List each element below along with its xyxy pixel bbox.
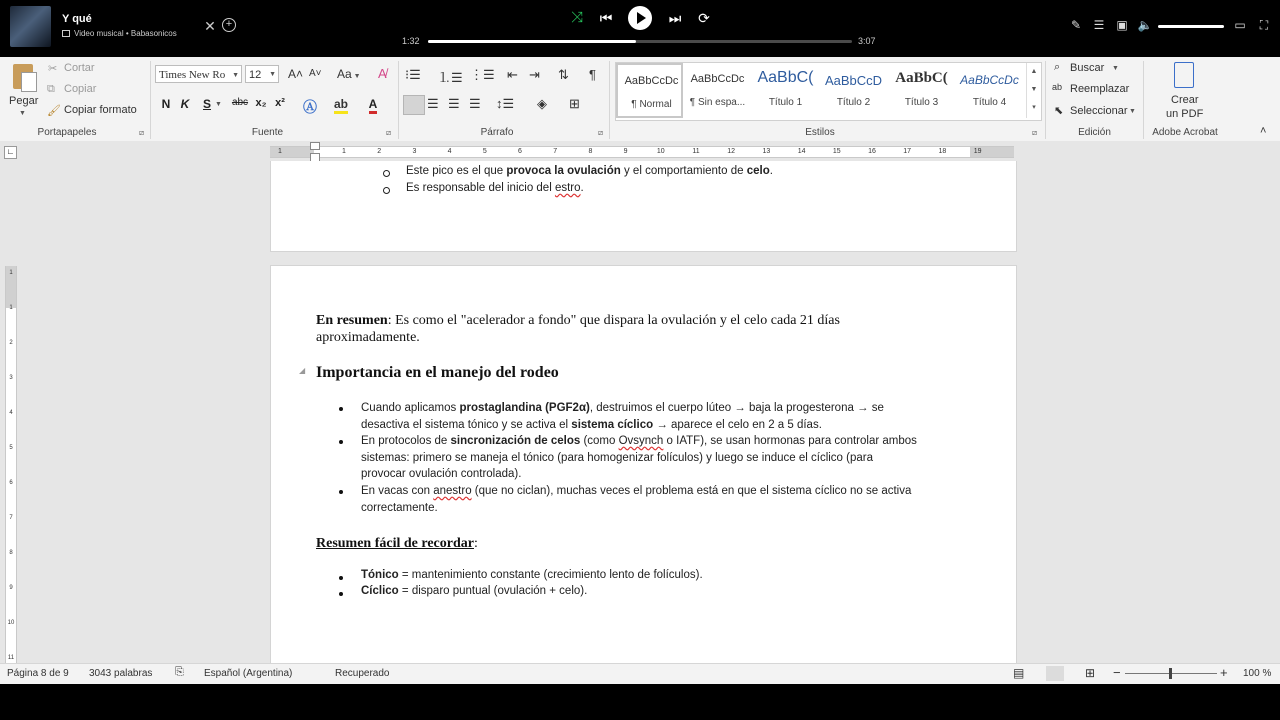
vruler-number: 5 (9, 445, 13, 451)
bullet (339, 576, 343, 580)
ruler-number: 12 (727, 148, 736, 155)
print-layout-icon[interactable] (1046, 666, 1064, 681)
find-dropdown-icon[interactable]: ▼ (1112, 65, 1119, 72)
vruler-number: 10 (7, 620, 15, 626)
first-line-indent-marker[interactable] (310, 142, 320, 150)
misspelled-word[interactable]: estro (554, 182, 581, 194)
grow-font-icon[interactable]: A˄ (288, 67, 304, 81)
text-run: Cuando aplicamos (361, 402, 460, 414)
page-count[interactable]: Página 8 de 9 (7, 668, 69, 679)
screen-bottom-border (0, 684, 1280, 720)
style-name: Título 4 (972, 97, 1007, 108)
section-heading: Importancia en el manejo del rodeo (316, 364, 559, 381)
ruler-number: 2 (377, 148, 382, 155)
bullet (339, 440, 343, 444)
ruler-number: 4 (447, 148, 452, 155)
style-heading-2[interactable] (820, 63, 887, 118)
text-run-bold: Cíclico (361, 585, 399, 597)
ruler-number: 17 (903, 148, 912, 155)
next-icon[interactable]: ⏭ (668, 10, 682, 26)
sort-icon[interactable]: ⇅ (558, 67, 569, 82)
vruler-number: 1 (9, 270, 13, 276)
font-color-icon[interactable]: A (365, 97, 381, 111)
text-run: Este pico es el que (406, 165, 507, 177)
line-spacing-icon[interactable]: ↕☰ (496, 96, 515, 111)
progress-bar[interactable] (428, 40, 852, 43)
miniplayer-icon[interactable]: ▭ (1234, 18, 1246, 32)
styles-launcher-icon[interactable]: ⧄ (1032, 128, 1038, 137)
bullet (339, 490, 343, 494)
document-state: Recuperado (335, 668, 390, 679)
text-run-bold: sistema cíclico (571, 418, 654, 431)
font-name-value: Times New Ro (159, 69, 226, 81)
decrease-indent-icon[interactable]: ⇤ (507, 67, 518, 82)
separator (1045, 61, 1046, 139)
text-run-bold: sincronización de celos (450, 435, 581, 447)
style-preview: AaBbCcD (824, 73, 883, 88)
find-button[interactable]: Buscar (1070, 62, 1105, 74)
ruler-number: 9 (623, 148, 628, 155)
repeat-icon[interactable]: ⟳ (698, 10, 710, 26)
strikethrough-button[interactable]: abc (231, 97, 249, 108)
web-layout-icon[interactable]: ⊞ (1085, 666, 1096, 680)
find-icon: ⌕ (1054, 61, 1061, 73)
zoom-level[interactable]: 100 % (1243, 668, 1272, 679)
group-label-clipboard: Portapapeles (37, 127, 97, 138)
style-preview: AaBbCcDc (690, 73, 745, 85)
vruler-number: 1 (9, 305, 13, 311)
cut-icon: ✂ (48, 63, 58, 75)
text-run-bold: provoca la ovulación (506, 165, 621, 177)
volume-slider[interactable] (1158, 25, 1224, 28)
text-run: aproximadamente. (316, 330, 420, 345)
group-label-acrobat: Adobe Acrobat (1152, 127, 1218, 138)
pen-icon[interactable]: ✎ (1070, 18, 1082, 32)
text-run: provocar ovulación controlada). (361, 468, 522, 480)
bullet (339, 407, 343, 411)
styles-scroll[interactable]: ▲ ▼ ▾ (1026, 63, 1041, 118)
vruler-number: 3 (9, 375, 13, 381)
misspelled-word[interactable]: anestro (433, 485, 472, 497)
align-left-icon[interactable] (403, 95, 425, 115)
underline-dropdown-icon[interactable]: ▼ (215, 101, 222, 108)
paste-dropdown-icon[interactable]: ▼ (19, 110, 26, 117)
ruler-number: 13 (762, 148, 771, 155)
style-preview: AaBbCcDc (624, 75, 679, 87)
vruler-number: 11 (7, 655, 15, 661)
separator (1143, 61, 1144, 139)
style-name: ¶ Normal (631, 99, 672, 110)
queue-icon[interactable]: ☰ (1093, 18, 1105, 32)
style-preview: AaBbCcDc (960, 73, 1019, 87)
paragraph (406, 182, 584, 194)
font-launcher-icon[interactable]: ⧄ (386, 128, 392, 137)
sub-bullet (383, 170, 390, 177)
subscript-button[interactable]: x₂ (255, 97, 267, 109)
vruler-number: 7 (9, 515, 13, 521)
style-name: ¶ Sin espa... (689, 97, 746, 108)
vruler-number: 4 (9, 410, 13, 416)
ruler-number: 10 (656, 148, 665, 155)
paragraph-launcher-icon[interactable]: ⧄ (598, 128, 604, 137)
add-icon[interactable]: + (222, 18, 236, 32)
zoom-out-icon[interactable]: − (1113, 665, 1121, 680)
create-pdf-icon[interactable] (1174, 62, 1194, 88)
list-item (361, 569, 703, 581)
text-run: Es responsable del inicio del (406, 182, 555, 194)
text-run-bold: En resumen (316, 313, 388, 328)
separator (609, 61, 610, 139)
collapse-ribbon-icon[interactable]: ˄ (1260, 125, 1267, 137)
superscript-button[interactable]: x² (275, 97, 285, 109)
group-label-font: Fuente (251, 127, 284, 138)
create-pdf-line2[interactable]: un PDF (1166, 108, 1204, 120)
ruler-number: 1 (342, 148, 346, 155)
bullet (339, 592, 343, 596)
ruler-number: 1 (278, 148, 282, 155)
align-right-icon[interactable]: ☰ (448, 96, 460, 111)
collapse-heading-icon[interactable]: ◢ (299, 366, 306, 375)
lyrics-icon[interactable]: ▣ (1116, 18, 1128, 32)
style-heading-3[interactable] (888, 63, 955, 118)
style-preview: AaBbC( (757, 69, 814, 86)
text-run: = disparo puntual (ovulación + celo). (398, 585, 588, 597)
style-heading-1[interactable] (752, 63, 819, 118)
italic-button[interactable]: K (180, 97, 190, 111)
select-icon: ⬉ (1054, 105, 1064, 117)
text-run: o IATF), se usan hormonas para controlar ambos (663, 435, 917, 447)
paste-button[interactable]: Pegar (9, 95, 39, 107)
text-run: . (769, 165, 773, 177)
text-run: → aparece el celo en 2 a 5 días. (653, 418, 822, 431)
align-center-icon[interactable]: ☰ (427, 96, 439, 111)
page-previous[interactable] (270, 161, 1017, 252)
vertical-ruler[interactable] (5, 266, 17, 663)
group-label-paragraph: Párrafo (480, 127, 514, 138)
read-mode-icon[interactable]: ▤ (1013, 666, 1025, 680)
document-canvas[interactable] (0, 161, 1280, 663)
ruler-number: 8 (588, 148, 593, 155)
time-current: 1:32 (402, 36, 420, 46)
language-indicator[interactable]: Español (Argentina) (204, 668, 293, 679)
ruler-number: 3 (412, 148, 417, 155)
text-run-bold: Tónico (361, 569, 399, 581)
previous-icon[interactable]: ⏮ (599, 10, 613, 26)
track-subtitle (62, 29, 177, 38)
text-run-bold: Resumen fácil de recordar (316, 536, 474, 551)
text-run: : Es como el "acelerador a fondo" que dispara la ovulación y el celo cada 21 días (387, 313, 840, 328)
text-run: (que no ciclan), muchas veces el problema está en que el sistema cíclico no se activa (471, 485, 912, 497)
sub-bullet (383, 187, 390, 194)
separator (150, 61, 151, 139)
horizontal-ruler[interactable] (270, 146, 1014, 158)
play-icon[interactable] (628, 6, 652, 30)
clear-format-icon[interactable]: A̸ (378, 66, 387, 81)
ruler-number: 11 (692, 148, 700, 155)
fullscreen-icon[interactable]: ⛶ (1259, 18, 1269, 32)
zoom-slider-thumb[interactable] (1169, 668, 1172, 679)
bullets-icon[interactable]: ⁝☰ (405, 67, 421, 82)
create-pdf-line1[interactable]: Crear (1171, 94, 1199, 106)
select-dropdown-icon[interactable]: ▼ (1129, 108, 1136, 115)
text-run: En protocolos de (361, 435, 451, 447)
style-name: Título 1 (768, 97, 803, 108)
style-name: Título 2 (836, 97, 871, 108)
change-case-button[interactable]: Aa ▼ (337, 67, 361, 81)
close-icon[interactable]: ✕ (204, 18, 216, 34)
replace-button[interactable]: Reemplazar (1070, 83, 1130, 95)
separator (398, 61, 399, 139)
vruler-number: 9 (9, 585, 13, 591)
style-heading-4[interactable] (956, 63, 1023, 118)
video-icon (62, 30, 70, 37)
zoom-in-icon[interactable]: + (1220, 665, 1228, 680)
text-run: sistemas: primero se maneja el tónico (para homogenizar folículos) y luego se induce el cíclico (para (361, 451, 873, 464)
text-run: : (473, 536, 478, 551)
vruler-number: 8 (9, 550, 13, 556)
ruler-number: 16 (868, 148, 876, 155)
proofing-icon[interactable]: ⎘ (175, 666, 184, 678)
text-run: (como (580, 435, 619, 447)
borders-icon[interactable]: ⊞ (569, 96, 580, 111)
list-item (361, 483, 911, 516)
clipboard-launcher-icon[interactable]: ⧄ (139, 128, 145, 137)
summary-paragraph (316, 312, 976, 346)
font-size-value: 12 (249, 69, 262, 81)
easy-summary-title (316, 536, 478, 552)
paragraph (406, 165, 773, 177)
style-name: Título 3 (904, 97, 939, 108)
text-run: correctamente. (361, 501, 438, 514)
font-size-select[interactable]: 12 ▼ (245, 65, 279, 83)
replace-icon: ab (1052, 82, 1063, 92)
text-run: , destruimos el cuerpo lúteo → baja la progesterona → se (589, 402, 884, 414)
list-item (361, 400, 884, 433)
page-current[interactable] (270, 265, 1017, 663)
text-run: y el comportamiento de (620, 165, 747, 177)
numbering-icon[interactable]: ⒈☰ (438, 70, 463, 85)
music-player-bar (0, 0, 1280, 57)
underline-button[interactable]: S (202, 97, 211, 111)
text-run-bold: prostaglandina (PGF2α) (459, 402, 590, 414)
text-run: . (580, 182, 584, 194)
ruler-number: 18 (938, 148, 947, 155)
style-normal[interactable] (616, 63, 683, 118)
shrink-font-icon[interactable]: A˅ (309, 68, 322, 79)
ruler-number: 19 (973, 148, 982, 155)
cut-button[interactable]: Cortar (64, 62, 95, 74)
multilevel-list-icon[interactable]: ⋮☰ (470, 67, 495, 82)
tab-selector-icon[interactable]: ∟ (4, 146, 17, 159)
list-item (361, 585, 587, 597)
time-total: 3:07 (858, 36, 876, 46)
format-painter-icon: 🖌 (47, 105, 61, 117)
text-effects-icon[interactable]: Ⓐ (303, 99, 317, 115)
change-case-label: Aa (337, 67, 352, 81)
style-preview: AaBbC( (895, 70, 948, 86)
copy-button[interactable]: Copiar (64, 83, 97, 95)
paste-icon[interactable] (10, 62, 38, 92)
shuffle-icon[interactable]: ⤨ (570, 9, 583, 26)
misspelled-word[interactable]: Ovsynch (618, 435, 664, 447)
ruler-area (0, 141, 1280, 161)
track-title[interactable]: Y qué (62, 13, 92, 25)
copy-icon: ⧉ (47, 83, 55, 95)
text-run: En vacas con (361, 485, 434, 497)
copy-format-button[interactable]: Copiar formato (64, 104, 137, 116)
word-count[interactable]: 3043 palabras (89, 668, 153, 679)
album-art[interactable] (10, 6, 51, 47)
ruler-number: 14 (797, 148, 806, 155)
vruler-number: 2 (9, 340, 13, 346)
text-run: desactiva el sistema tónico y se activa el (361, 418, 572, 431)
ruler-number: 7 (553, 148, 558, 155)
group-label-styles: Estilos (805, 127, 835, 138)
ruler-number: 6 (518, 148, 522, 155)
progress-fill (428, 40, 636, 43)
vruler-number: 6 (9, 480, 13, 486)
volume-icon[interactable]: 🔈 (1137, 18, 1153, 32)
text-run: = mantenimiento constante (crecimiento lento de folículos). (398, 569, 703, 581)
ruler-number: 5 (482, 148, 487, 155)
show-marks-icon[interactable]: ¶ (589, 67, 596, 82)
justify-icon[interactable]: ☰ (469, 96, 481, 111)
select-button[interactable]: Seleccionar (1070, 105, 1128, 117)
text-run-bold: celo (746, 165, 770, 177)
increase-indent-icon[interactable]: ⇥ (529, 67, 540, 82)
font-name-select[interactable]: Times New Ro ▼ (155, 65, 242, 83)
ribbon (0, 57, 1280, 142)
status-bar (0, 663, 1280, 684)
ruler-number: 15 (832, 148, 841, 155)
bold-button[interactable]: N (161, 97, 171, 111)
style-no-spacing[interactable] (684, 63, 751, 118)
shading-icon[interactable]: ◈ (537, 96, 547, 111)
styles-gallery (615, 62, 1042, 121)
track-artist[interactable]: Video musical • Babasonicos (74, 29, 177, 38)
list-item (361, 433, 917, 483)
group-label-editing: Edición (1078, 127, 1111, 138)
highlight-icon[interactable]: ab (333, 97, 349, 111)
